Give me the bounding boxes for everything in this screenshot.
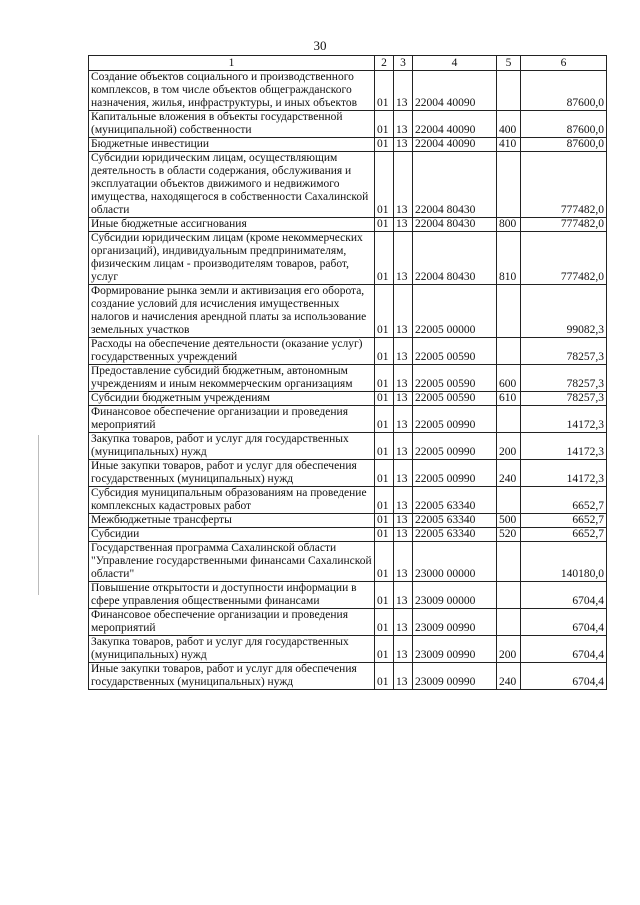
column-header: 3	[394, 56, 413, 71]
amount-cell: 99082,3	[521, 285, 607, 338]
subsection-code-cell: 13	[394, 460, 413, 487]
expense-type-cell: 810	[497, 232, 521, 285]
table-row	[89, 636, 607, 663]
expense-type-cell: 400	[497, 111, 521, 138]
section-code-cell: 01	[375, 528, 394, 542]
target-article-cell: 22004 40090	[413, 138, 497, 152]
expense-type-cell	[497, 609, 521, 636]
expense-type-cell	[497, 582, 521, 609]
section-code-cell: 01	[375, 433, 394, 460]
row-name-cell: Повышение открытости и доступности информации в сфере управления общественными финансами	[89, 582, 375, 609]
section-code-cell: 01	[375, 338, 394, 365]
target-article-cell: 23009 00000	[413, 582, 497, 609]
expense-type-cell: 240	[497, 663, 521, 690]
target-article-cell: 22005 63340	[413, 514, 497, 528]
column-header: 5	[497, 56, 521, 71]
row-name-cell: Финансовое обеспечение организации и проведения мероприятий	[89, 609, 375, 636]
column-header: 6	[521, 56, 607, 71]
amount-cell: 777482,0	[521, 218, 607, 232]
row-name-cell: Формирование рынка земли и активизация его оборота, создание условий для исчисления имущественных налогов и начисления арендной платы за использование земельных участков	[89, 285, 375, 338]
amount-cell: 78257,3	[521, 392, 607, 406]
target-article-cell: 22004 80430	[413, 232, 497, 285]
table-row	[89, 406, 607, 433]
table-row	[89, 232, 607, 285]
row-name-cell: Иные бюджетные ассигнования	[89, 218, 375, 232]
table-row	[89, 460, 607, 487]
section-code-cell: 01	[375, 514, 394, 528]
subsection-code-cell: 13	[394, 582, 413, 609]
table-row	[89, 285, 607, 338]
amount-cell: 6704,4	[521, 609, 607, 636]
subsection-code-cell: 13	[394, 365, 413, 392]
expense-type-cell: 410	[497, 138, 521, 152]
expense-type-cell	[497, 338, 521, 365]
expense-type-cell	[497, 285, 521, 338]
subsection-code-cell: 13	[394, 232, 413, 285]
row-name-cell: Предоставление субсидий бюджетным, автономным учреждениям и иным некоммерческим организациям	[89, 365, 375, 392]
row-name-cell: Субсидии юридическим лицам (кроме некоммерческих организаций), индивидуальным предпринимателям, физическим лицам - производителям товаров, работ, услуг	[89, 232, 375, 285]
row-name-cell: Субсидии	[89, 528, 375, 542]
table-row	[89, 542, 607, 582]
expense-type-cell: 200	[497, 636, 521, 663]
target-article-cell: 22005 63340	[413, 487, 497, 514]
amount-cell: 87600,0	[521, 111, 607, 138]
target-article-cell: 22005 00990	[413, 433, 497, 460]
subsection-code-cell: 13	[394, 111, 413, 138]
row-name-cell: Расходы на обеспечение деятельности (оказание услуг) государственных учреждений	[89, 338, 375, 365]
target-article-cell: 22004 40090	[413, 71, 497, 111]
table-row	[89, 487, 607, 514]
amount-cell: 6704,4	[521, 636, 607, 663]
section-code-cell: 01	[375, 487, 394, 514]
section-code-cell: 01	[375, 663, 394, 690]
subsection-code-cell: 13	[394, 152, 413, 218]
amount-cell: 777482,0	[521, 152, 607, 218]
target-article-cell: 23000 00000	[413, 542, 497, 582]
subsection-code-cell: 13	[394, 71, 413, 111]
amount-cell: 78257,3	[521, 338, 607, 365]
target-article-cell: 23009 00990	[413, 636, 497, 663]
section-code-cell: 01	[375, 138, 394, 152]
expense-type-cell: 240	[497, 460, 521, 487]
subsection-code-cell: 13	[394, 542, 413, 582]
target-article-cell: 22005 00590	[413, 365, 497, 392]
target-article-cell: 23009 00990	[413, 609, 497, 636]
table-row	[89, 433, 607, 460]
table-row	[89, 392, 607, 406]
section-code-cell: 01	[375, 232, 394, 285]
subsection-code-cell: 13	[394, 433, 413, 460]
section-code-cell: 01	[375, 152, 394, 218]
table-row	[89, 609, 607, 636]
target-article-cell: 22005 63340	[413, 528, 497, 542]
section-code-cell: 01	[375, 542, 394, 582]
amount-cell: 87600,0	[521, 138, 607, 152]
expense-type-cell: 600	[497, 365, 521, 392]
table-row	[89, 514, 607, 528]
row-name-cell: Бюджетные инвестиции	[89, 138, 375, 152]
subsection-code-cell: 13	[394, 609, 413, 636]
row-name-cell: Закупка товаров, работ и услуг для государственных (муниципальных) нужд	[89, 433, 375, 460]
table-row	[89, 138, 607, 152]
amount-cell: 6652,7	[521, 514, 607, 528]
target-article-cell: 22005 00000	[413, 285, 497, 338]
subsection-code-cell: 13	[394, 636, 413, 663]
table-row	[89, 111, 607, 138]
subsection-code-cell: 13	[394, 406, 413, 433]
page-number: 30	[313, 38, 327, 53]
amount-cell: 6652,7	[521, 487, 607, 514]
target-article-cell: 22004 80430	[413, 218, 497, 232]
column-header: 2	[375, 56, 394, 71]
subsection-code-cell: 13	[394, 663, 413, 690]
section-code-cell: 01	[375, 636, 394, 663]
column-header: 4	[413, 56, 497, 71]
section-code-cell: 01	[375, 582, 394, 609]
scan-margin-line	[38, 435, 39, 595]
section-code-cell: 01	[375, 71, 394, 111]
table-header-row	[89, 56, 607, 71]
amount-cell: 78257,3	[521, 365, 607, 392]
section-code-cell: 01	[375, 365, 394, 392]
expense-type-cell	[497, 542, 521, 582]
row-name-cell: Субсидии бюджетным учреждениям	[89, 392, 375, 406]
target-article-cell: 22005 00990	[413, 406, 497, 433]
table-row	[89, 528, 607, 542]
amount-cell: 14172,3	[521, 433, 607, 460]
amount-cell: 14172,3	[521, 460, 607, 487]
table-row	[89, 152, 607, 218]
target-article-cell: 22004 80430	[413, 152, 497, 218]
section-code-cell: 01	[375, 285, 394, 338]
target-article-cell: 22004 40090	[413, 111, 497, 138]
target-article-cell: 22005 00590	[413, 338, 497, 365]
amount-cell: 14172,3	[521, 406, 607, 433]
row-name-cell: Финансовое обеспечение организации и проведения мероприятий	[89, 406, 375, 433]
subsection-code-cell: 13	[394, 514, 413, 528]
amount-cell: 140180,0	[521, 542, 607, 582]
budget-table	[88, 55, 607, 690]
table-row	[89, 365, 607, 392]
row-name-cell: Иные закупки товаров, работ и услуг для обеспечения государственных (муниципальных) нужд	[89, 663, 375, 690]
expense-type-cell	[497, 406, 521, 433]
expense-type-cell: 200	[497, 433, 521, 460]
amount-cell: 777482,0	[521, 232, 607, 285]
table-row	[89, 218, 607, 232]
amount-cell: 6704,4	[521, 663, 607, 690]
table-row	[89, 663, 607, 690]
table-row	[89, 338, 607, 365]
section-code-cell: 01	[375, 609, 394, 636]
target-article-cell: 23009 00990	[413, 663, 497, 690]
target-article-cell: 22005 00990	[413, 460, 497, 487]
expense-type-cell	[497, 71, 521, 111]
row-name-cell: Капитальные вложения в объекты государственной (муниципальной) собственности	[89, 111, 375, 138]
row-name-cell: Закупка товаров, работ и услуг для государственных (муниципальных) нужд	[89, 636, 375, 663]
subsection-code-cell: 13	[394, 392, 413, 406]
section-code-cell: 01	[375, 460, 394, 487]
section-code-cell: 01	[375, 218, 394, 232]
subsection-code-cell: 13	[394, 138, 413, 152]
subsection-code-cell: 13	[394, 487, 413, 514]
row-name-cell: Государственная программа Сахалинской области "Управление государственными финансами Сахалинской области"	[89, 542, 375, 582]
expense-type-cell: 800	[497, 218, 521, 232]
table-row	[89, 71, 607, 111]
section-code-cell: 01	[375, 406, 394, 433]
amount-cell: 6704,4	[521, 582, 607, 609]
subsection-code-cell: 13	[394, 218, 413, 232]
column-header: 1	[89, 56, 375, 71]
target-article-cell: 22005 00590	[413, 392, 497, 406]
row-name-cell: Субсидия муниципальным образованиям на проведение комплексных кадастровых работ	[89, 487, 375, 514]
amount-cell: 87600,0	[521, 71, 607, 111]
expense-type-cell: 520	[497, 528, 521, 542]
subsection-code-cell: 13	[394, 285, 413, 338]
expense-type-cell: 610	[497, 392, 521, 406]
expense-type-cell	[497, 487, 521, 514]
row-name-cell: Субсидии юридическим лицам, осуществляющим деятельность в области содержания, обслуживания и эксплуатации объектов движимого и недвижимого имущества, находящегося в собственности Сахалинской области	[89, 152, 375, 218]
expense-type-cell	[497, 152, 521, 218]
amount-cell: 6652,7	[521, 528, 607, 542]
row-name-cell: Создание объектов социального и производственного комплексов, в том числе объектов общегражданского назначения, жилья, инфраструктуры, и иных объектов	[89, 71, 375, 111]
row-name-cell: Межбюджетные трансферты	[89, 514, 375, 528]
row-name-cell: Иные закупки товаров, работ и услуг для обеспечения государственных (муниципальных) нужд	[89, 460, 375, 487]
section-code-cell: 01	[375, 392, 394, 406]
subsection-code-cell: 13	[394, 528, 413, 542]
subsection-code-cell: 13	[394, 338, 413, 365]
section-code-cell: 01	[375, 111, 394, 138]
expense-type-cell: 500	[497, 514, 521, 528]
table-row	[89, 582, 607, 609]
